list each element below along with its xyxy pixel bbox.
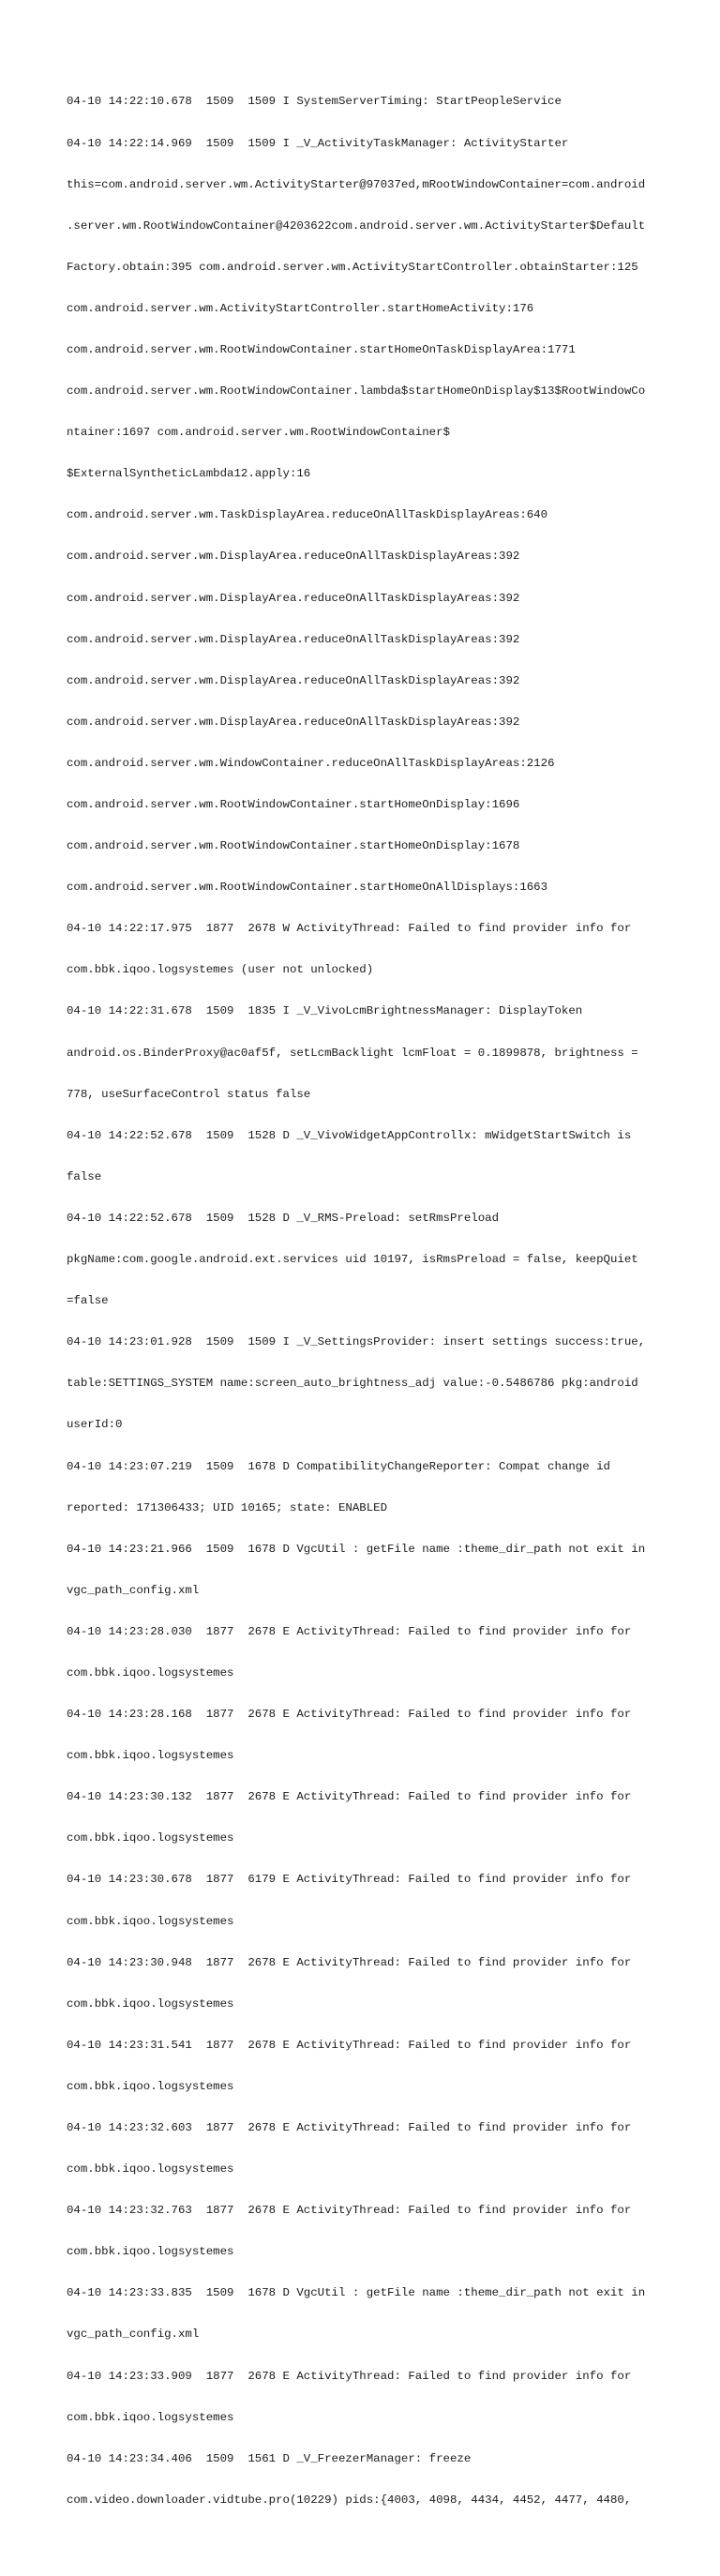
log-line: com.android.server.wm.ActivityStartController.startHomeActivity:176 <box>67 301 534 315</box>
log-line <box>67 2535 667 2549</box>
log-line: com.bbk.iqoo.logsystemes <box>67 2245 234 2259</box>
log-line: android.os.BinderProxy@ac0af5f, setLcmBacklight lcmFloat = 0.1899878, brightness = <box>67 1046 638 1060</box>
log-line: com.android.server.wm.DisplayArea.reduceOnAllTaskDisplayAreas:392 <box>67 673 520 687</box>
log-line: com.bbk.iqoo.logsystemes <box>67 1749 234 1763</box>
log-line: 04-10 14:23:34.406 1509 1561 D _V_FreezerManager: freeze <box>67 2451 472 2465</box>
log-line: .server.wm.RootWindowContainer@4203622com.android.server.wm.ActivityStarter$Default <box>67 218 646 233</box>
log-line: com.android.server.wm.TaskDisplayArea.reduceOnAllTaskDisplayAreas:640 <box>67 508 548 522</box>
log-line: 04-10 14:23:31.541 1877 2678 E ActivityThread: Failed to find provider info for <box>67 2038 632 2052</box>
log-line: com.android.server.wm.RootWindowContainer.startHomeOnDisplay:1678 <box>67 839 520 853</box>
log-line: 04-10 14:23:32.603 1877 2678 E ActivityThread: Failed to find provider info for <box>67 2121 632 2134</box>
log-line: com.android.server.wm.RootWindowContainer.startHomeOnTaskDisplayArea:1771 <box>67 342 576 356</box>
log-line: com.bbk.iqoo.logsystemes (user not unlocked) <box>67 963 374 977</box>
log-line: com.android.server.wm.DisplayArea.reduceOnAllTaskDisplayAreas:392 <box>67 715 520 729</box>
log-line: 04-10 14:23:28.168 1877 2678 E ActivityThread: Failed to find provider info for <box>67 1708 632 1722</box>
log-line: 04-10 14:22:14.969 1509 1509 I _V_ActivityTaskManager: ActivityStarter <box>67 136 569 150</box>
log-line: com.bbk.iqoo.logsystemes <box>67 1665 234 1680</box>
log-line: 04-10 14:23:30.132 1877 2678 E ActivityThread: Failed to find provider info for <box>67 1790 632 1804</box>
log-line: com.bbk.iqoo.logsystemes <box>67 1831 234 1845</box>
log-line: reported: 171306433; UID 10165; state: ENABLED <box>67 1500 388 1514</box>
log-line: 04-10 14:23:32.763 1877 2678 E ActivityThread: Failed to find provider info for <box>67 2204 632 2218</box>
log-line: 04-10 14:23:33.909 1877 2678 E ActivityThread: Failed to find provider info for <box>67 2369 632 2383</box>
log-text-block <box>67 68 667 2576</box>
log-line: com.bbk.iqoo.logsystemes <box>67 1996 234 2011</box>
log-line: ntainer:1697 com.android.server.wm.RootWindowContainer$ <box>67 426 450 440</box>
log-line: this=com.android.server.wm.ActivityStarter@97037ed,mRootWindowContainer=com.android <box>67 177 646 191</box>
log-line: Factory.obtain:395 com.android.server.wm.ActivityStartController.obtainStarter:125 <box>67 260 638 274</box>
log-line: com.android.server.wm.DisplayArea.reduceOnAllTaskDisplayAreas:392 <box>67 550 520 564</box>
log-line: 04-10 14:23:30.678 1877 6179 E ActivityThread: Failed to find provider info for <box>67 1873 632 1887</box>
log-line: 04-10 14:22:52.678 1509 1528 D _V_VivoWidgetAppControllx: mWidgetStartSwitch is <box>67 1128 632 1142</box>
log-line: table:SETTINGS_SYSTEM name:screen_auto_brightness_adj value:-0.5486786 pkg:android <box>67 1377 638 1391</box>
log-line: com.android.server.wm.DisplayArea.reduceOnAllTaskDisplayAreas:392 <box>67 591 520 605</box>
log-line: com.android.server.wm.DisplayArea.reduceOnAllTaskDisplayAreas:392 <box>67 632 520 646</box>
log-line: com.bbk.iqoo.logsystemes <box>67 2162 234 2177</box>
log-line: 04-10 14:23:30.948 1877 2678 E ActivityThread: Failed to find provider info for <box>67 1955 632 1969</box>
log-line: com.bbk.iqoo.logsystemes <box>67 2079 234 2093</box>
log-line: com.android.server.wm.RootWindowContainer.startHomeOnDisplay:1696 <box>67 798 520 811</box>
log-line: 04-10 14:23:33.835 1509 1678 D VgcUtil : getFile name :theme_dir_path not exit in <box>67 2286 646 2300</box>
log-line: 04-10 14:22:17.975 1877 2678 W ActivityThread: Failed to find provider info for <box>67 922 632 936</box>
log-line: 04-10 14:23:07.219 1509 1678 D CompatibilityChangeReporter: Compat change id <box>67 1459 610 1473</box>
log-line: 04-10 14:23:28.030 1877 2678 E ActivityThread: Failed to find provider info for <box>67 1624 632 1638</box>
log-line: 778, useSurfaceControl status false <box>67 1087 311 1101</box>
log-line: 04-10 14:23:21.966 1509 1678 D VgcUtil : getFile name :theme_dir_path not exit in <box>67 1542 646 1556</box>
log-line: com.android.server.wm.WindowContainer.reduceOnAllTaskDisplayAreas:2126 <box>67 756 555 770</box>
log-line: =false <box>67 1294 109 1308</box>
log-line: com.bbk.iqoo.logsystemes <box>67 1914 234 1928</box>
log-line: 04-10 14:22:52.678 1509 1528 D _V_RMS-Preload: setRmsPreload <box>67 1211 500 1225</box>
log-line: com.video.downloader.vidtube.pro(10229) pids:{4003, 4098, 4434, 4452, 4477, 4480, <box>67 2493 632 2507</box>
log-line: 04-10 14:22:31.678 1509 1835 I _V_VivoLcmBrightnessManager: DisplayToken <box>67 1004 583 1018</box>
log-line: userId:0 <box>67 1418 123 1432</box>
log-line: pkgName:com.google.android.ext.services uid 10197, isRmsPreload = false, keepQuiet <box>67 1253 638 1267</box>
log-line: 04-10 14:22:10.678 1509 1509 I SystemServerTiming: StartPeopleService <box>67 95 562 109</box>
log-line: com.android.server.wm.RootWindowContainer.lambda$startHomeOnDisplay$13$RootWindowCo <box>67 384 646 399</box>
log-line: $ExternalSyntheticLambda12.apply:16 <box>67 467 311 481</box>
log-line: com.android.server.wm.RootWindowContainer.startHomeOnAllDisplays:1663 <box>67 881 548 895</box>
log-line: vgc_path_config.xml <box>67 2327 200 2342</box>
log-line: vgc_path_config.xml <box>67 1583 200 1597</box>
log-line: false <box>67 1169 102 1183</box>
log-line: 04-10 14:23:01.928 1509 1509 I _V_SettingsProvider: insert settings success:true, <box>67 1335 646 1349</box>
log-line: com.bbk.iqoo.logsystemes <box>67 2410 234 2424</box>
